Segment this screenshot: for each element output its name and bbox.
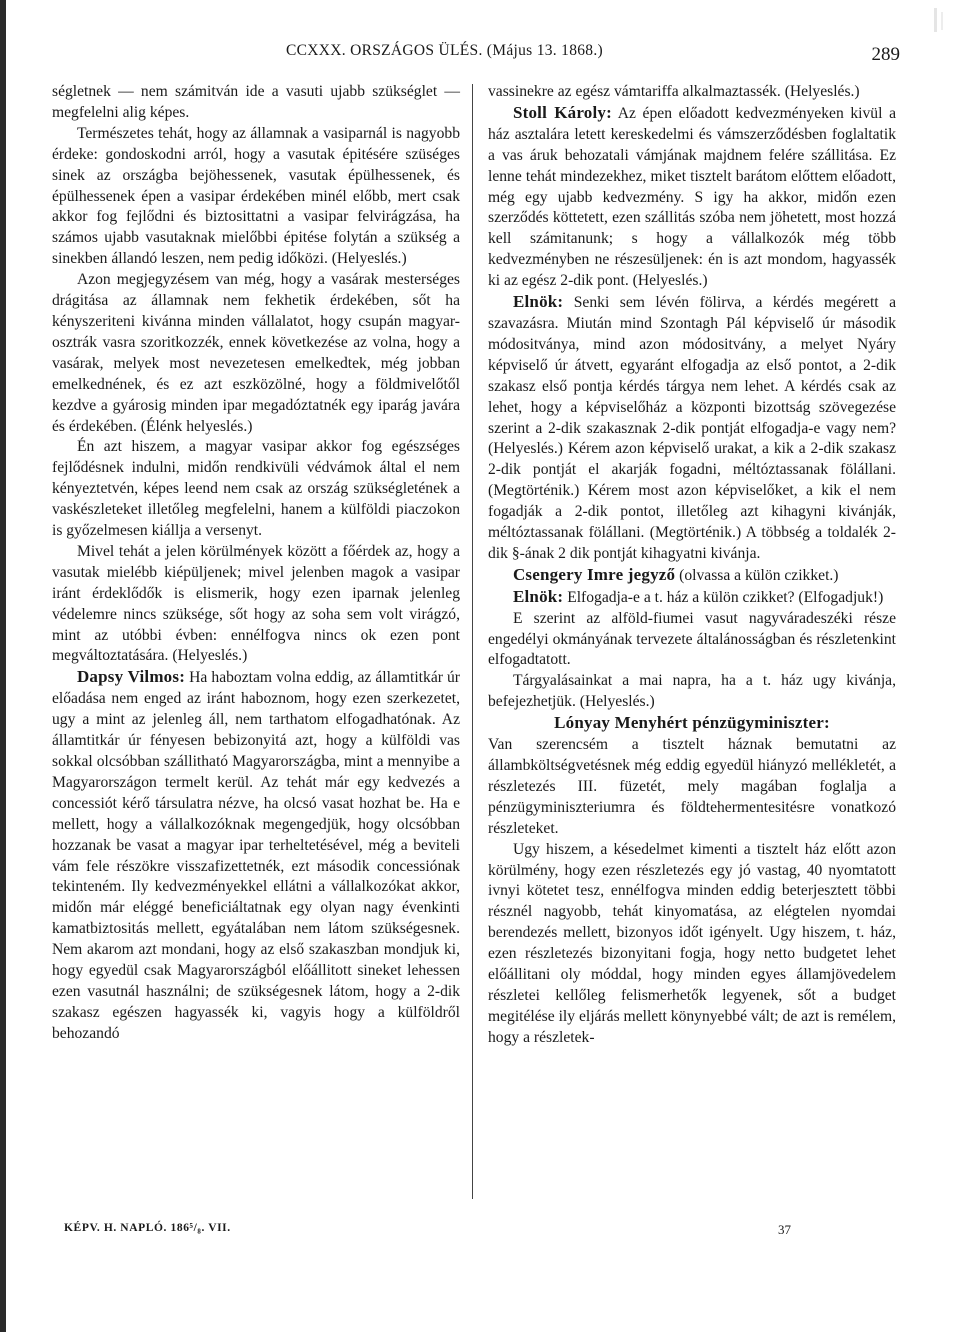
paragraph: Ugy hiszem, a késedelmet kimenti a tisztelt ház előtt azon körülmény, hogy ezen részletezés egy jó vastag, 40 nyomtatott ivnyi kötetet tesz, ennélfogva minden eddig beterjesztett többi résznél nagyobb, tehát kinyomatása, az elégtelen nyomdai berendezés mellett, bizonyos időt igényelt. Ugy hiszem, t. ház, ezen részletezés bizonyitani fogja, hogy netto budgetet lehet előállitani oly móddal, hogy minden egyes államjövedelem részletei kellőleg felismerhetők legyenek, sőt a budget megitélése ily eljárás mellett könynyebbé vált; de azt is remélem, hogy a részletek- (488, 840, 896, 1046)
scan-noise-mark (916, 6, 956, 36)
speech-paragraph (488, 587, 896, 609)
speech-text: Van szerencsém a tisztelt háznak bemutatni az állambköltségvetésnek még eddig egyedül hiányzó mellékletét, a részletezés III. füzetét, mely magában foglalja a pénzügyminiszteriumra és földtehermentesitésre vonatkozó részleteket. (488, 736, 896, 837)
speech-paragraph (488, 713, 896, 735)
scan-edge (0, 0, 6, 1332)
paragraph: Mivel tehát a jelen körülmények között a főérdek az, hogy a vasutak mielébb kiépüljenek; mivel jelenben magok a vasipar iránt érdeklődők is elismerik, hogy ezen iparnak jelenleg védelemre nincs szüksége, sőt hogy az soha sem volt virágzó, mint az utóbbi évben: ennélfogva nincs ok ezen pont megváltoztatására. (Helyeslés.) (52, 542, 460, 665)
speaker-name: Lónyay Menyhért pénzügyminiszter: (554, 713, 830, 733)
column-divider (472, 84, 473, 1199)
speaker-name: Stoll Károly: (512, 102, 612, 122)
page-header (0, 38, 960, 68)
speech-text: Ha haboztam volna eddig, az államtitkár úr előadása nem enged az iránt haboznom, hogy ezen szerkezetet, ugy a mint az jelenleg áll, nem tarthatom elfogadhatónak. Az államtitkár úr fényesen bebizonyitá azt, hogy a külföldi vas sokkal olcsóbban szállitható Magyarországba, mint a mennyibe a Magyarországon termelt kerül. Az tehát már egy kedvezés a concessiót kérő társulatra nézve, ha olcsó vasat hozhat be. Ha e mellett, hogy a vállalkozóknak megengedjük, hogy olcsóbban hozzanak be vasat a magyar ipar terheltetésével, még a beviteli vám fele részökre visszafizettetnék, ezt második concessiónak tekinteném. Ily kedvezményekkel ellátni a vállalkozókat akkor, midőn már eléggé beneficiáltatnak egy olyan nagy évenkinti kamatbiztositás mellett, egyátalában nem látom szükségesnek. Nem akarom azt mondani, hogy az első szakaszban mondjuk ki, hogy egyedül csak Magyarországból előállitott sineket lehessen ezen vasutnál használni; de szükségesnek látom, hogy a 2-dik szakasz egészen hagyassék ki, vagyis hogy a külföldről behozandó (52, 669, 460, 1042)
paragraph: Tárgyalásainkat a mai napra, ha a t. ház ugy kivánja, befejezhetjük. (Helyeslés.) (488, 672, 896, 711)
paragraph: Azon megjegyzésem van még, hogy a vasárak mesterséges drágitása az államnak nem fekhetik érdekében, sőt ha kényszeriteni kivánna minden vállalatot, hogy csupán magyar-osztrák vasra szoritkozzék, ennek következése az volna, hogy a vasárak, melyek most nevezetesen emelkedtek, még jobban emelkednének, és ez azt eszközölné, hogy a földmivelőtől kezdve a gyárosig minden ipar megadóztatnék egy iparág javára és érdekében. (Élénk helyeslés.) (52, 271, 460, 435)
speech-paragraph (488, 103, 896, 292)
speaker-name: Dapsy Vilmos: (76, 667, 186, 687)
footer-source: KÉPV. H. NAPLÓ. 186⁵/₈. VII. (64, 1222, 231, 1234)
speech-text: (olvassa a külön czikket.) (675, 566, 839, 584)
session-title: CCXXX. ORSZÁGOS ÜLÉS. (Május 13. 1868.) (286, 42, 603, 59)
paragraph: Én azt hiszem, a magyar vasipar akkor fog egészséges fejlődésnek indulni, midőn rendkivüli védvámok által el nem kényeztetvén, képes leend nem csak az ország szükségletének a vaskészleteket illetőleg megfelelni, hanem a külföldi piaczokon is győzelmesen kiállja a versenyt. (52, 438, 460, 540)
left-column (52, 82, 460, 1045)
paragraph: ségletnek — nem számitván ide a vasuti ujabb szükséglet — megfelelni alig képes. (52, 83, 460, 121)
speaker-name: Csengery Imre jegyző (512, 564, 676, 584)
right-column (488, 82, 896, 1049)
page-number: 289 (871, 44, 900, 65)
speech-paragraph (52, 667, 460, 1044)
paragraph: vassinekre az egész vámtariffa alkalmaztassék. (Helyeslés.) (488, 83, 860, 100)
speech-text: Az épen előadott kedvezményeken kivül a ház asztalára letett kereskedelmi és vámszerződésben foglaltatik a vas áruk behozatali vámjának majdnem felére szállitása. Ez lenne tehát mindezekhez, miket tisztelt barátom előttem előadott, még egy ujabb kedvezmény. S igy ha akkor, midőn ezen szerződés köttetett, ezen szállitás szóba nem jöhetett, most hozzá kell számitanunk; s hogy a vállalkozók még több kedvezményben ne részesüljenek: én is azt mondom, hagyassék ki az egész 2-dik pont. (Helyeslés.) (488, 104, 896, 290)
footer-signature-number: 37 (778, 1222, 791, 1237)
paragraph: Természetes tehát, hogy az államnak a vasiparnál is nagyobb érdeke: gondoskodni arról, hogy a vasutak épitésére szüséges sinek az országba bejöhessenek, vasutak épülhessenek, és épülhessenek épen a vasipar érdekében minél előbb, mert csak akkor fog fejlődni és biztosittatni a vasipar felvirágzása, ha számos ujabb vasutaknak mielőbbi épitése folytán a szükség a sinekben állandó leszen, nem pedig időközi. (Helyeslés.) (52, 124, 460, 268)
speech-text: Senki sem lévén fölirva, a kérdés megérett a szavazásra. Miután mind Szontagh Pál képviselő úr második módositványa, mind azon módositvány, a melyet Nyáry képviselő úr átvett, egyaránt elfogadja az első pontot, a 2-dik szakasz első pontja kérdés tárgya nem lehet. A kérdés csak az lehet, hogy a képviselőház a központi bizottság szövegezése szerint a 2-dik szakasznak 2-dik pontját elfogadja-e vagy nem? (Helyeslés.) Kérem azon képviselő urakat, a kik a 2-dik szakasz 2-dik pontját el akarják fogadni, méltóztassanak fölállani. (Megtörténik.) Kérem most azon képviselőket, a kik el nem fogadják a 2-dik pontot, illetőleg azt kihagyni kivánják, méltóztassanak fölállani. (Megtörténik.) A többség a toldalék 2-dik §-ának 2 dik pontját kihagyatni kivánja. (488, 294, 896, 562)
speaker-name: Elnök: (512, 292, 564, 312)
speech-paragraph (488, 565, 896, 587)
speaker-name: Elnök: (512, 586, 564, 606)
speech-paragraph (488, 292, 896, 565)
speech-text: Elfogadja-e a t. ház a külön czikket? (Elfogadjuk!) (563, 588, 884, 606)
paragraph: E szerint az alföld-fiumei vasut nagyváradeszéki része engedélyi okmányának tervezete általánosságban és részletenkint elfogadtatott. (488, 609, 896, 669)
